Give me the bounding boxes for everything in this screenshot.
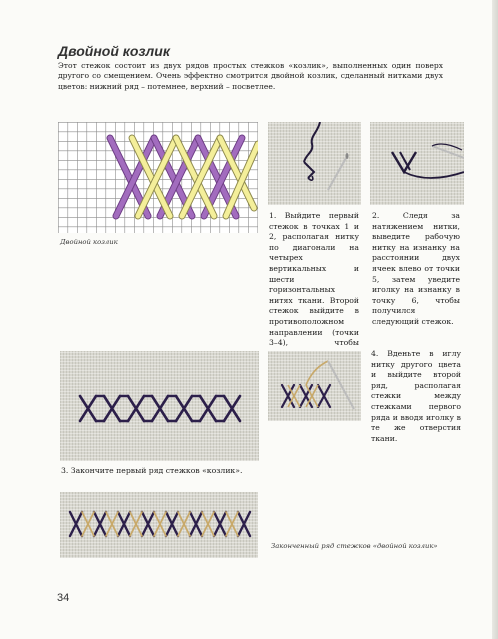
page-title: Двойной козлик [58, 43, 170, 59]
double-row-stitches [60, 492, 258, 558]
step3-photo [60, 351, 259, 461]
diagram-grid [58, 122, 258, 233]
step1-photo [268, 122, 361, 205]
diagram-caption: Двойной козлик [60, 238, 118, 246]
page-edge [492, 0, 498, 639]
stitch-diagram [58, 122, 258, 233]
step4-text: 4. Вденьте в иглу нитку другого цвета и выйдите второй ряд, располагая стежки между стежками первого ряда и вводя иголку в те же отверстия ткани. [371, 349, 461, 443]
step1-text: 1. Выйдите первый стежок в точках 1 и 2, располагая нитку по диагонали на четырех вертикальных и шести горизонтальных нитях ткани. Второй стежок выйдите в противоположном направлении (точки 3–4), чтобы [269, 211, 359, 348]
step2-text: 2. Следя за натяжением нитки, выведите рабочую нитку на изнанку на расстоянии двух ячеек влево от точки 5, затем уведите иголку на изнанку в точку 6, чтобы получился следующий стежок. [372, 211, 460, 326]
step3-text: 3. Закончите первый ряд стежков «козлик». [61, 466, 243, 475]
first-row-stitches [60, 351, 259, 461]
final-caption: Законченный ряд стежков «двойной козлик» [271, 542, 438, 550]
step2-photo [370, 122, 464, 205]
step4-photo [268, 351, 361, 421]
intro-paragraph: Этот стежок состоит из двух рядов простых стежков «козлик», выполненных один поверх другого со смещением. Очень эффектно смотрится двойной козлик, сделанный нитками двух цветов: нижний ряд – потемнее, верхний – посветлее. [58, 61, 443, 91]
page-number: 34 [57, 592, 70, 604]
final-photo [60, 492, 258, 558]
